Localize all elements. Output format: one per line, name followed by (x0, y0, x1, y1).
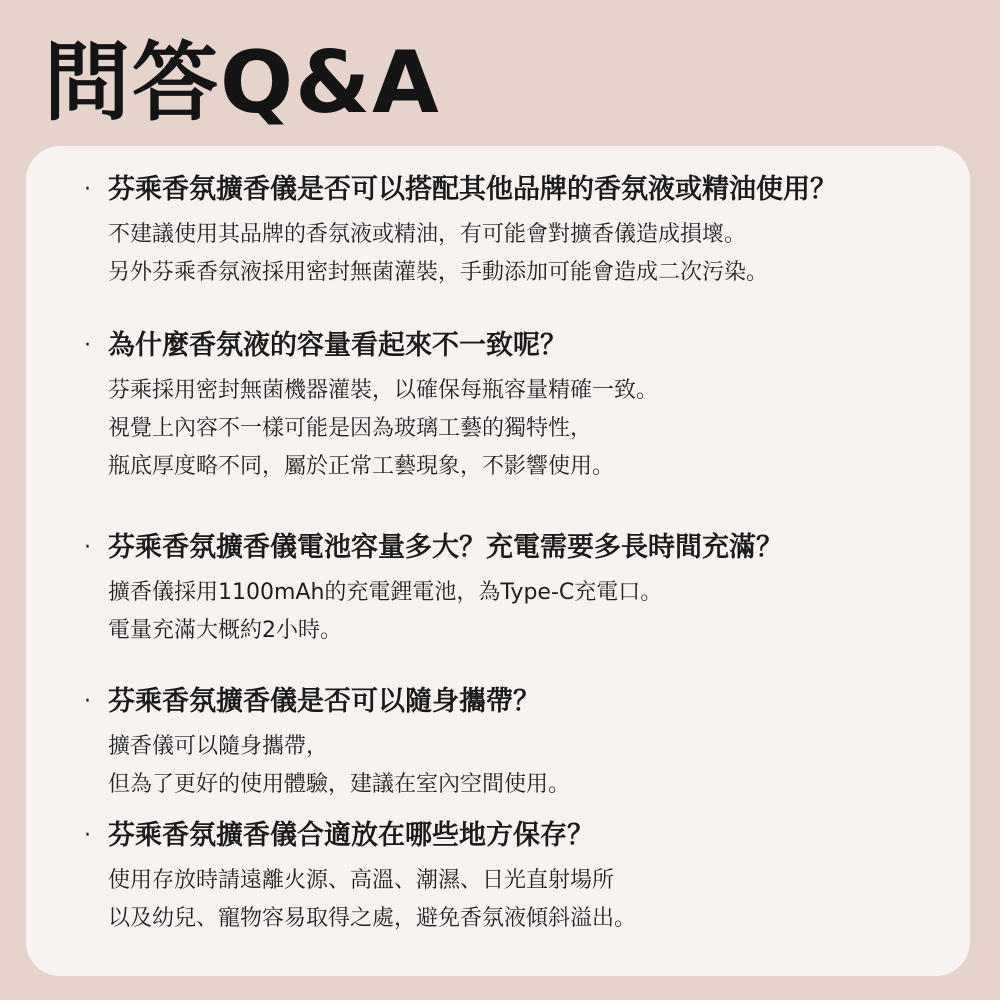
faq-question (80, 528, 950, 568)
question-text: 為什麼香氛液的容量看起來不一致呢？ (108, 330, 567, 361)
answer-line: 以及幼兒、寵物容易取得之處，避免香氛液傾斜溢出。 (108, 906, 637, 931)
bullet-dot: · (84, 689, 91, 714)
bullet-dot: · (84, 177, 91, 202)
faq-question (80, 170, 950, 210)
faq-item-2 (80, 326, 950, 486)
faq-answer (80, 728, 950, 804)
answer-line: 但為了更好的使用體驗，建議在室內空間使用。 (108, 772, 571, 797)
page-title: 問答Q&A (44, 33, 441, 133)
faq-question (80, 816, 950, 856)
answer-line: 另外芬乘香氛液採用密封無菌灌裝，手動添加可能會造成二次污染。 (108, 260, 769, 285)
faq-answer (80, 862, 950, 938)
faq-item-3 (80, 528, 950, 650)
bullet-dot: · (84, 333, 91, 358)
answer-line: 擴香儀採用1100mAh的充電鋰電池，為Type-C充電口。 (108, 580, 663, 605)
answer-line: 視覺上內容不一樣可能是因為玻璃工藝的獨特性， (108, 416, 593, 441)
question-text: 芬乘香氛擴香儀電池容量多大？充電需要多長時間充滿？ (108, 532, 783, 563)
answer-line: 不建議使用其品牌的香氛液或精油，有可能會對擴香儀造成損壞。 (108, 222, 747, 247)
faq-item-5 (80, 816, 950, 938)
answer-line: 電量充滿大概約2小時。 (108, 618, 342, 643)
qa-card (26, 146, 970, 976)
answer-line: 使用存放時請遠離火源、高溫、潮濕、日光直射場所 (108, 868, 615, 893)
question-text: 芬乘香氛擴香儀是否可以搭配其他品牌的香氛液或精油使用？ (108, 174, 837, 205)
answer-line: 瓶底厚度略不同，屬於正常工藝現象，不影響使用。 (108, 454, 615, 479)
question-text: 芬乘香氛擴香儀是否可以隨身攜帶？ (108, 686, 540, 717)
question-text: 芬乘香氛擴香儀合適放在哪些地方保存？ (108, 820, 594, 851)
bullet-dot: · (84, 823, 91, 848)
faq-question (80, 682, 950, 722)
faq-question (80, 326, 950, 366)
faq-answer (80, 216, 950, 292)
answer-line: 擴香儀可以隨身攜帶， (108, 734, 329, 759)
faq-answer (80, 372, 950, 486)
answer-line: 芬乘採用密封無菌機器灌裝，以確保每瓶容量精確一致。 (108, 378, 659, 403)
faq-item-4 (80, 682, 950, 804)
faq-answer (80, 574, 950, 650)
faq-item-1 (80, 170, 950, 292)
bullet-dot: · (84, 535, 91, 560)
